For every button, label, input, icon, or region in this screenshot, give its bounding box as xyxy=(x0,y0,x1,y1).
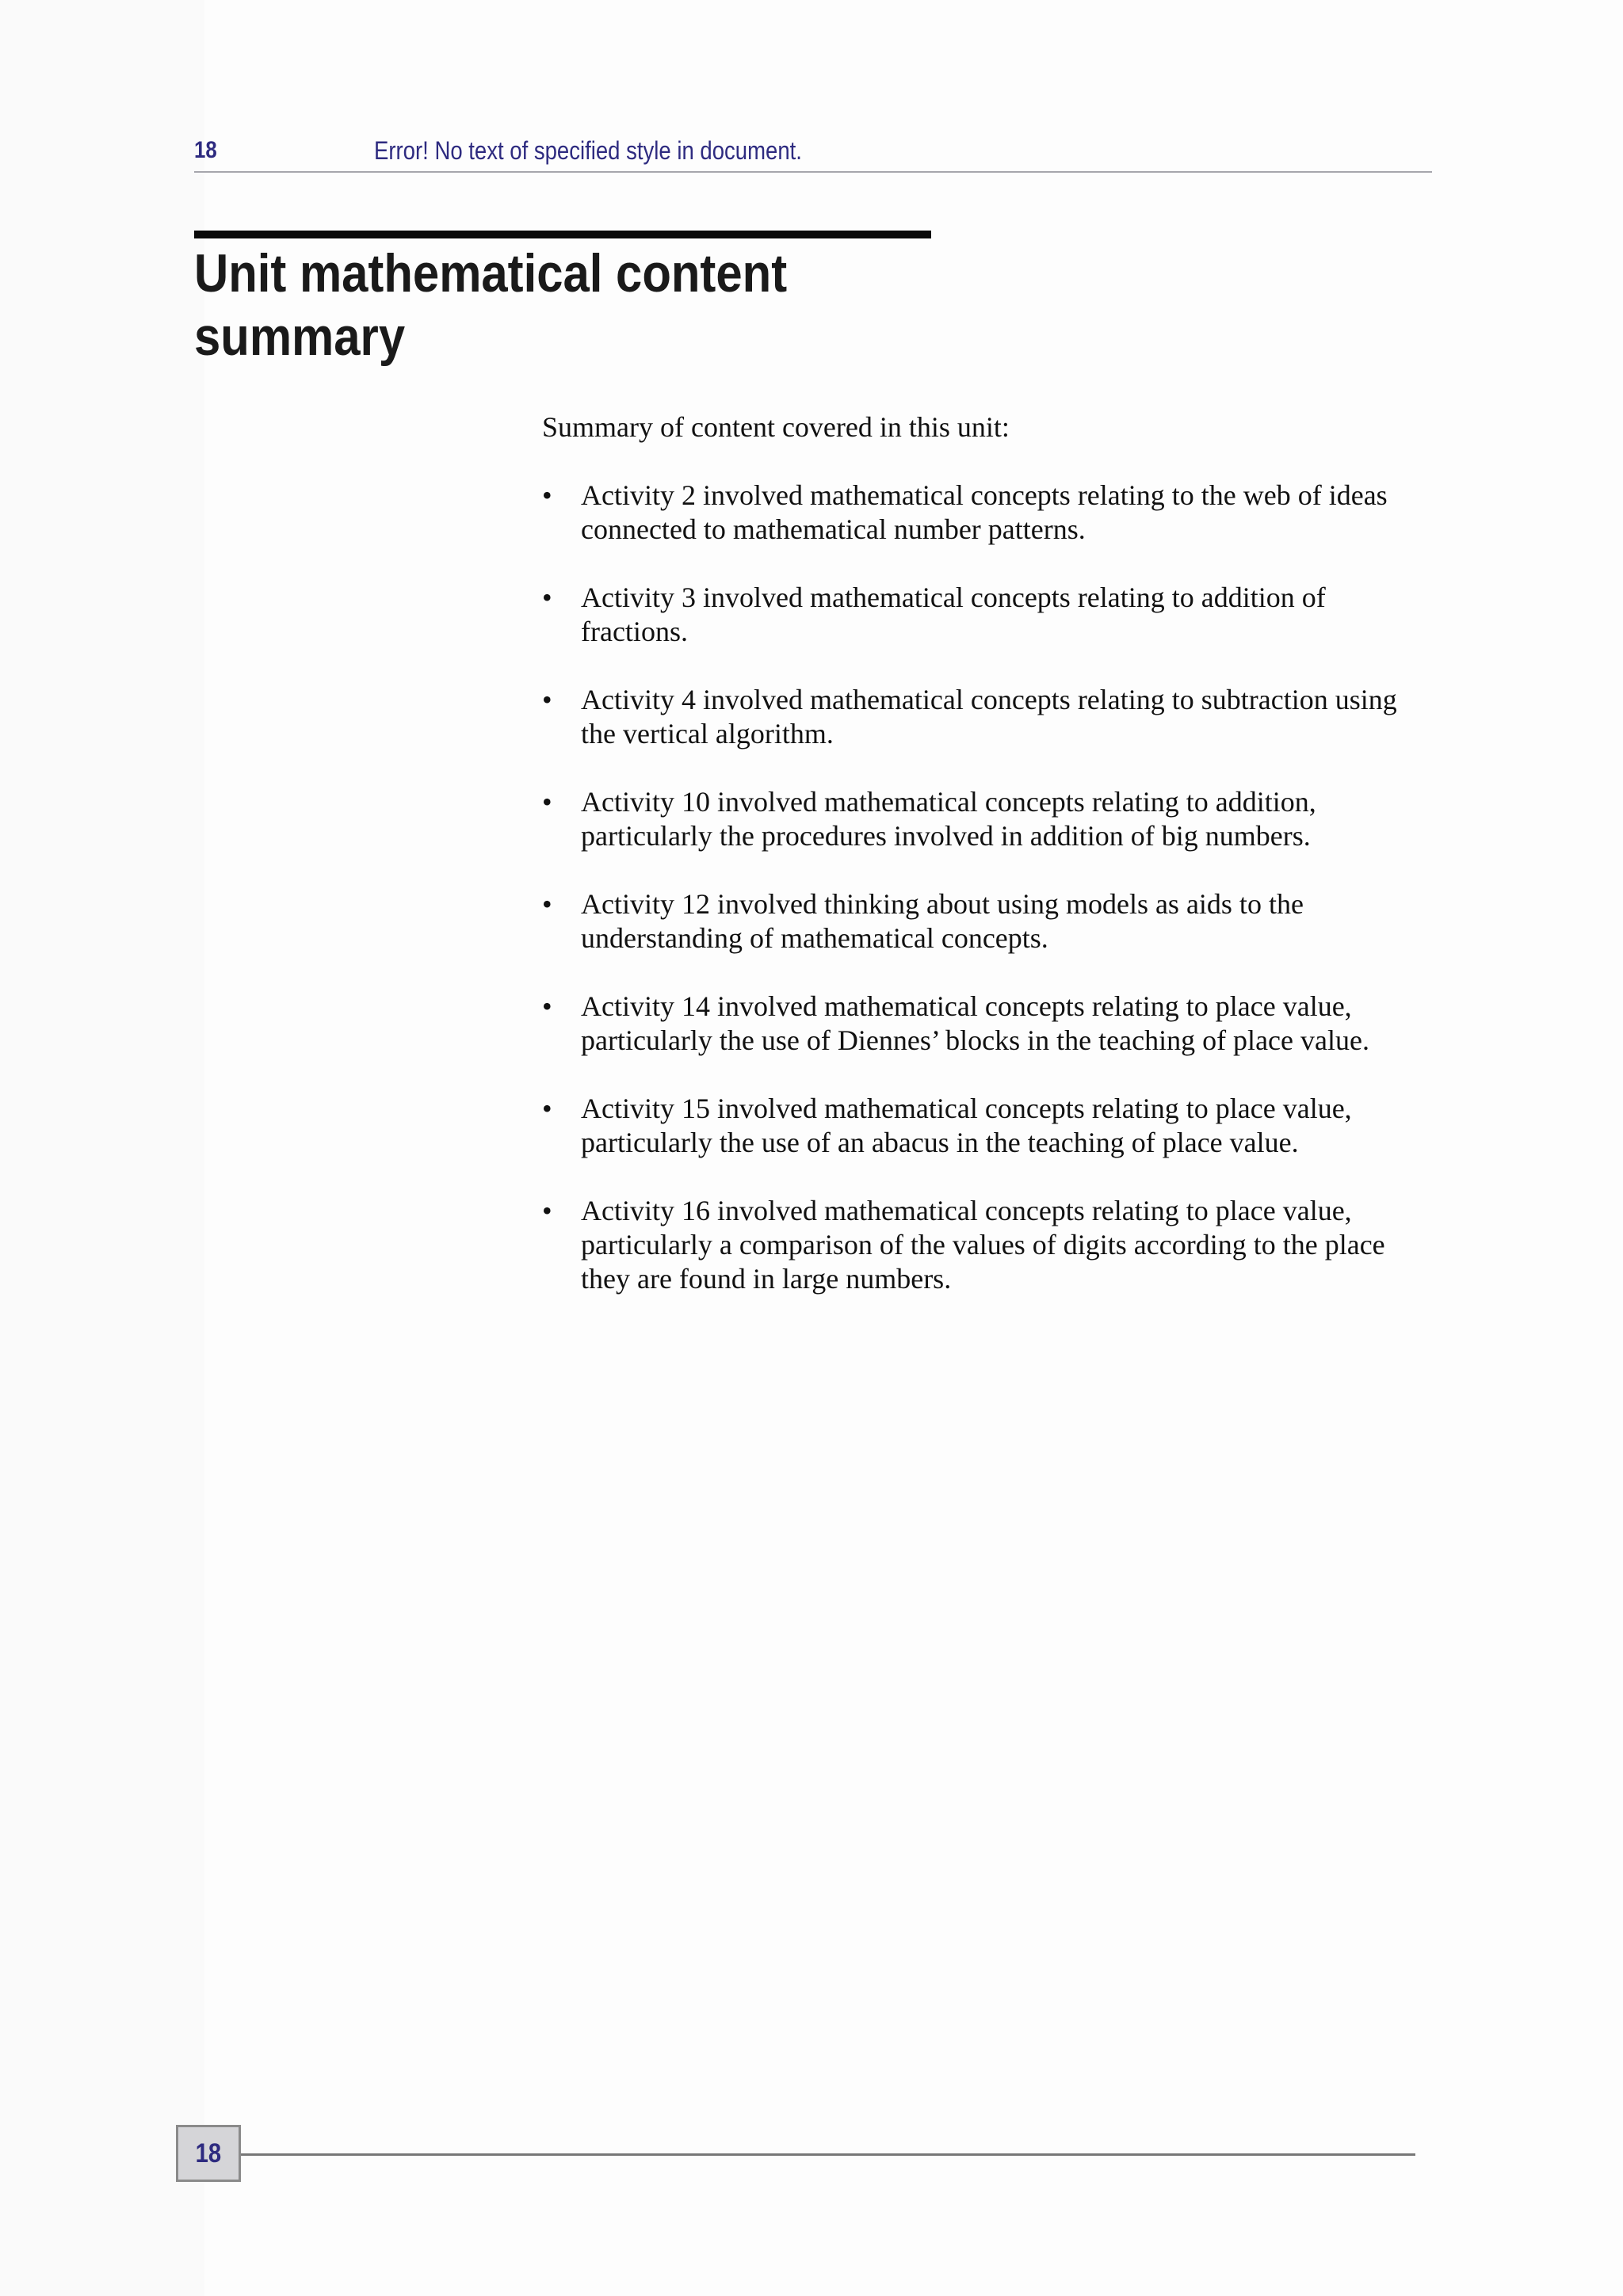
bullet-icon: • xyxy=(542,1195,552,1226)
header-running-title: Error! No text of specified style in document. xyxy=(374,136,802,165)
activity-list xyxy=(542,479,1438,1296)
running-header xyxy=(194,133,1432,173)
bullet-icon: • xyxy=(542,888,552,920)
bullet-icon: • xyxy=(542,479,552,511)
list-item-text: Activity 12 involved thinking about using models as aids to the understanding of mathematical concepts. xyxy=(581,888,1304,954)
list-item xyxy=(542,1092,1438,1160)
bullet-icon: • xyxy=(542,582,552,613)
list-item-text: Activity 2 involved mathematical concepts relating to the web of ideas connected to mathematical number patterns. xyxy=(581,479,1388,545)
footer-page-box xyxy=(176,2125,241,2182)
intro-paragraph: Summary of content covered in this unit: xyxy=(542,411,1010,443)
list-item xyxy=(542,581,1438,649)
section-heading xyxy=(194,242,787,368)
list-item-text: Activity 14 involved mathematical concepts relating to place value, particularly the use of Diennes’ blocks in the teaching of place value. xyxy=(581,990,1369,1056)
page-footer xyxy=(176,2125,1415,2185)
heading-rule xyxy=(194,231,931,238)
section-heading-line-2: summary xyxy=(194,307,406,367)
list-item xyxy=(542,785,1438,853)
list-item-text: Activity 3 involved mathematical concepts relating to addition of fractions. xyxy=(581,582,1326,647)
list-item xyxy=(542,887,1438,955)
list-item xyxy=(542,990,1438,1058)
bullet-icon: • xyxy=(542,1093,552,1124)
header-page-number: 18 xyxy=(194,137,217,163)
list-item xyxy=(542,1194,1438,1296)
list-item-text: Activity 16 involved mathematical concepts relating to place value, particularly a comparison of the values of digits according to the place they are found in large numbers. xyxy=(581,1195,1385,1295)
left-margin xyxy=(0,0,204,2296)
list-item xyxy=(542,479,1438,547)
list-item-text: Activity 4 involved mathematical concepts relating to subtraction using the vertical algorithm. xyxy=(581,684,1397,749)
footer-rule xyxy=(241,2153,1415,2156)
section-heading-line-1: Unit mathematical content xyxy=(194,243,788,303)
bullet-icon: • xyxy=(542,990,552,1022)
bullet-icon: • xyxy=(542,684,552,715)
list-item-text: Activity 15 involved mathematical concepts relating to place value, particularly the use of an abacus in the teaching of place value. xyxy=(581,1093,1352,1158)
bullet-icon: • xyxy=(542,786,552,818)
list-item-text: Activity 10 involved mathematical concepts relating to addition, particularly the procedures involved in addition of big numbers. xyxy=(581,786,1316,852)
content-body xyxy=(542,410,1438,1330)
list-item xyxy=(542,683,1438,751)
footer-page-number: 18 xyxy=(195,2138,222,2168)
